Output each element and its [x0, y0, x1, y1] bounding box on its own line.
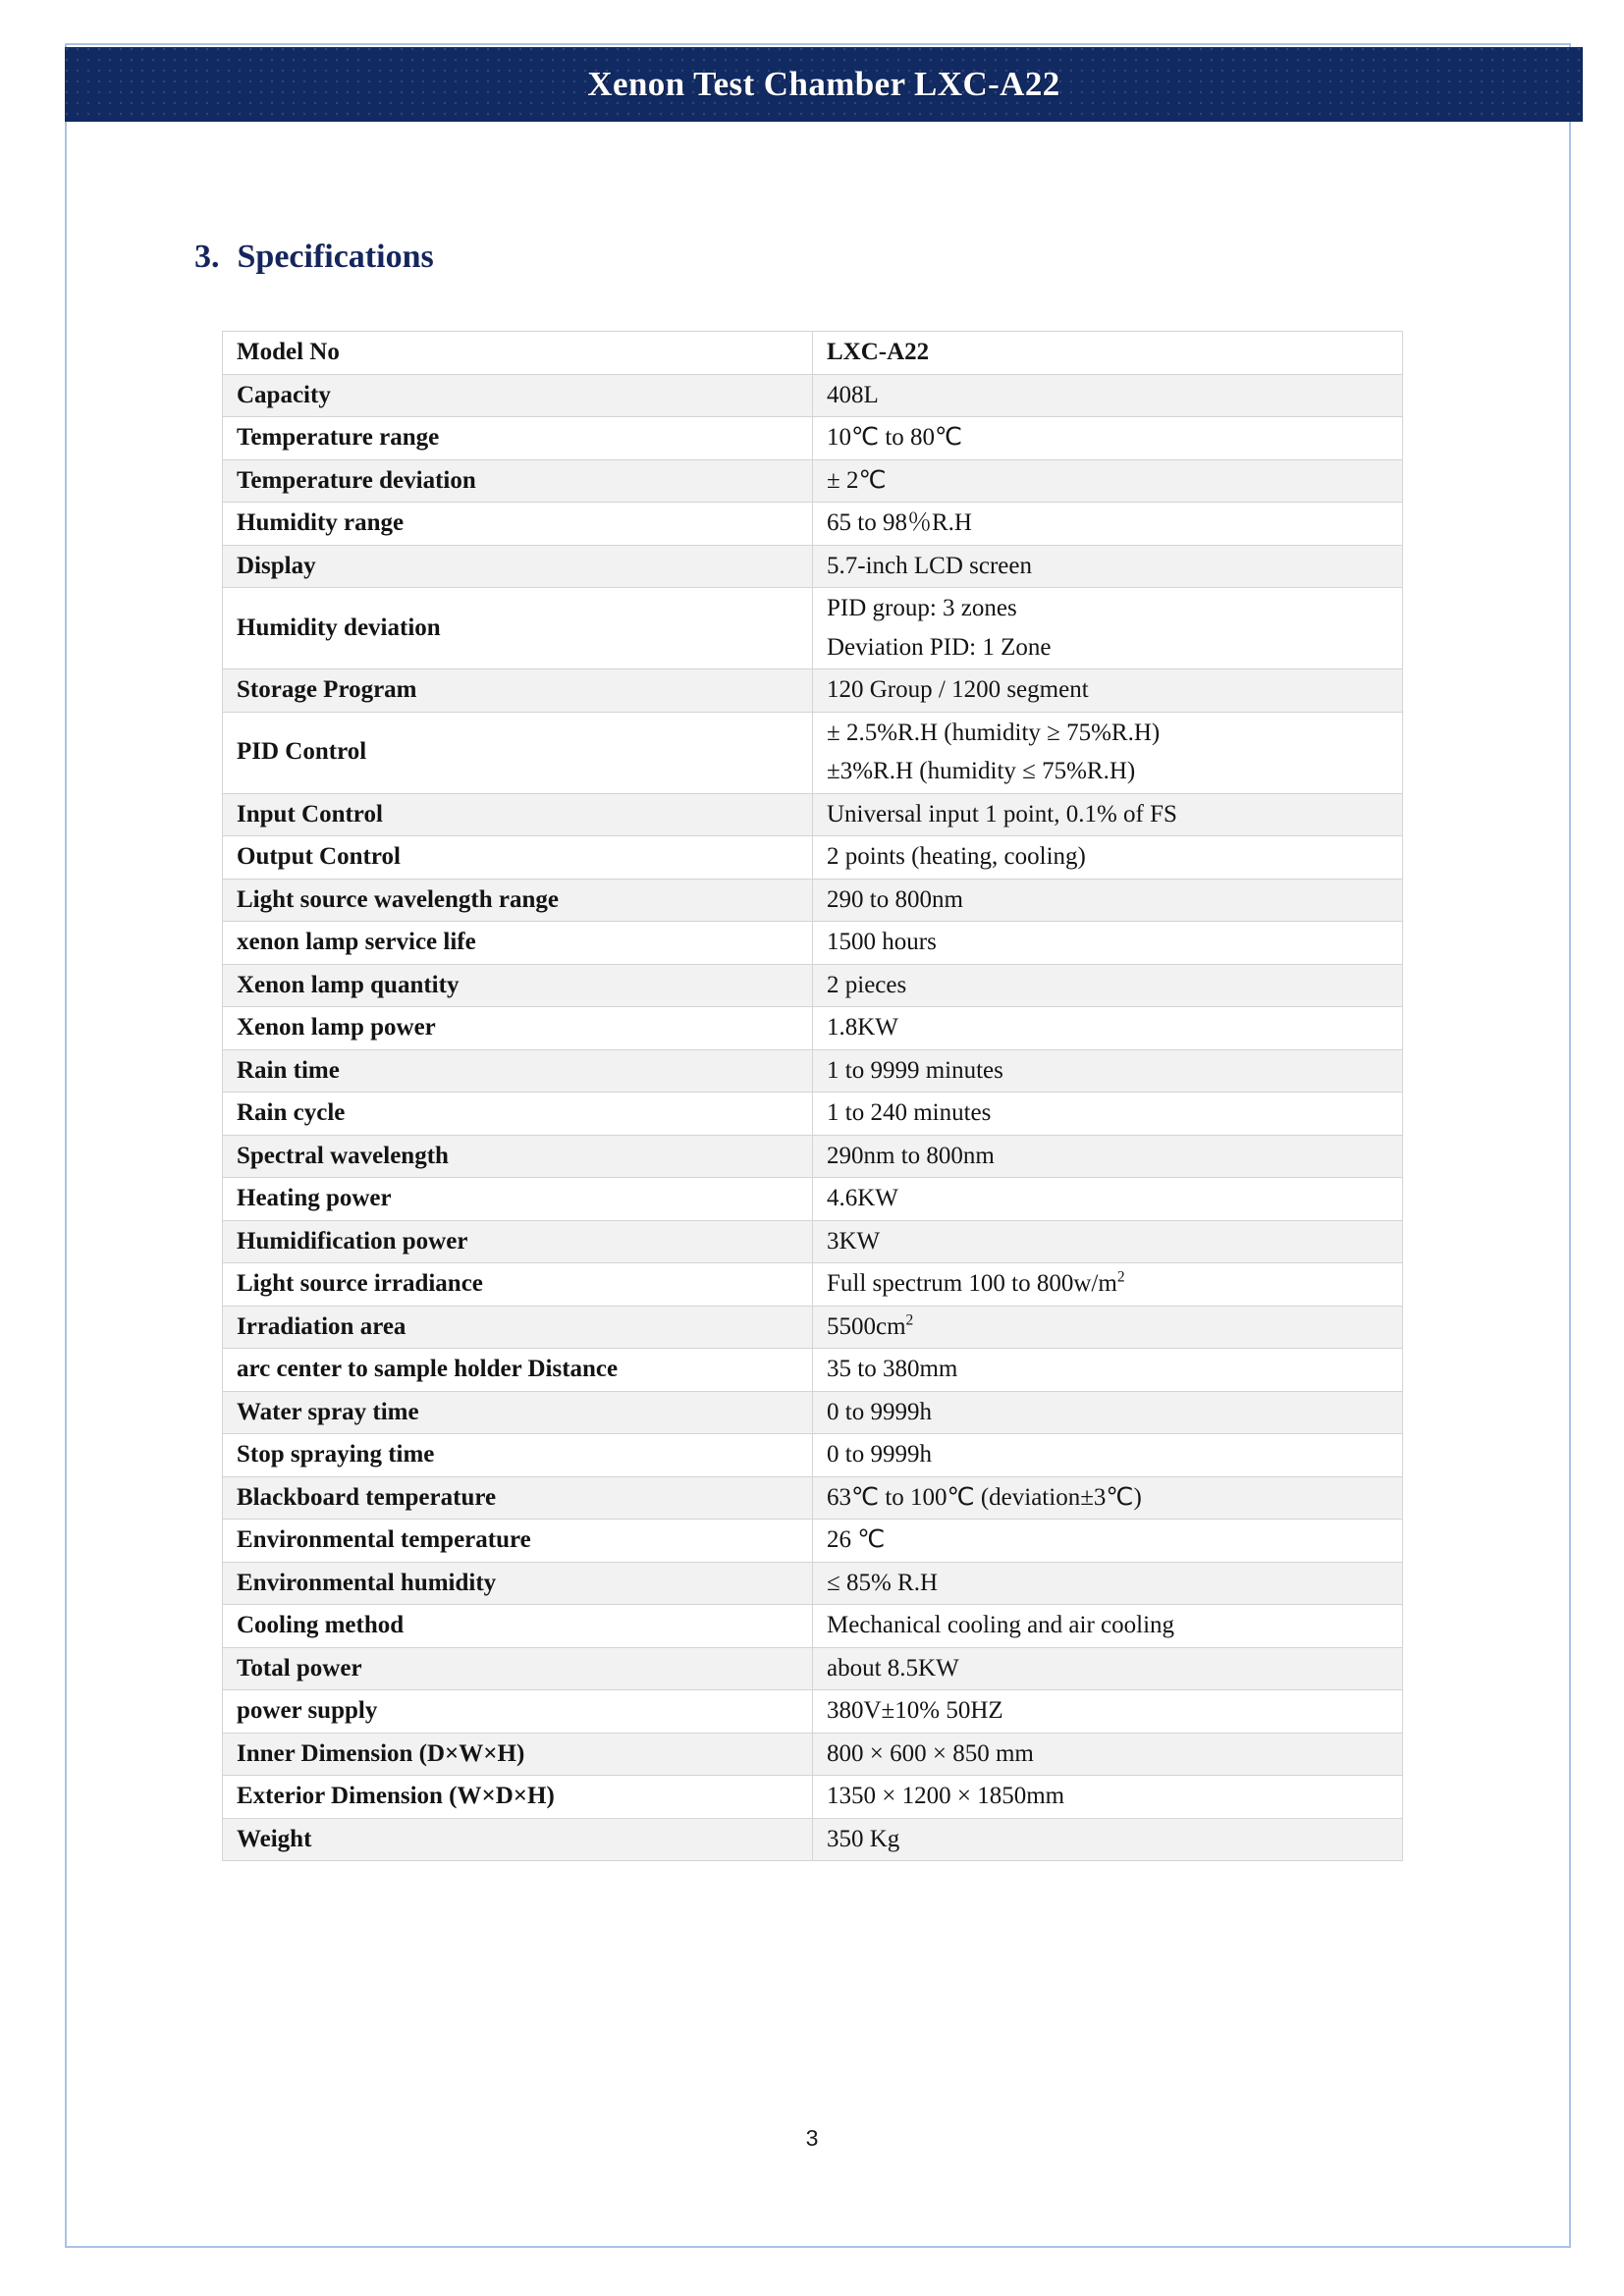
table-row [223, 503, 1403, 546]
spec-value-cell [813, 1818, 1403, 1861]
spec-label-cell: Humidity deviation [223, 588, 813, 669]
table-row [223, 1391, 1403, 1434]
spec-value-line: 800 × 600 × 850 mm [827, 1739, 1034, 1767]
spec-label-cell: Water spray time [223, 1391, 813, 1434]
table-row [223, 1007, 1403, 1050]
page-title: Specifications [237, 239, 434, 275]
spec-label-cell: Input Control [223, 793, 813, 836]
spec-value-cell [813, 417, 1403, 460]
table-row [223, 1733, 1403, 1776]
spec-value-cell [813, 1093, 1403, 1136]
spec-label-cell: Stop spraying time [223, 1434, 813, 1477]
spec-value-line: 1.8KW [827, 1014, 898, 1041]
spec-value-cell [813, 1733, 1403, 1776]
table-row [223, 1476, 1403, 1520]
spec-value-line: Full spectrum 100 to $800w/m^2$ [827, 1268, 1125, 1297]
spec-label-cell: Xenon lamp quantity [223, 964, 813, 1007]
spec-value-line: 380V±10% 50HZ [827, 1697, 1003, 1724]
spec-value-cell [813, 1135, 1403, 1178]
table-row [223, 793, 1403, 836]
spec-value-line: 10℃ to 80℃ [827, 424, 963, 451]
spec-label-cell: Inner Dimension (D×W×H) [223, 1733, 813, 1776]
spec-label-cell: power supply [223, 1690, 813, 1734]
table-row [223, 836, 1403, 880]
table-row [223, 1520, 1403, 1563]
spec-value-line: 2 pieces [827, 971, 907, 998]
spec-label-cell: Rain time [223, 1049, 813, 1093]
spec-value-cell [813, 1263, 1403, 1307]
spec-value-line: 2 points (heating, cooling) [827, 843, 1086, 870]
spec-label-cell: Temperature deviation [223, 459, 813, 503]
spec-value-cell [813, 1647, 1403, 1690]
section-heading [194, 239, 434, 276]
spec-label-cell: Environmental humidity [223, 1562, 813, 1605]
spec-value-line: Deviation PID: 1 Zone [827, 633, 1052, 661]
spec-value-cell [813, 1306, 1403, 1349]
spec-label-cell: Weight [223, 1818, 813, 1861]
spec-label-cell: Rain cycle [223, 1093, 813, 1136]
table-row [223, 964, 1403, 1007]
spec-value-cell [813, 1476, 1403, 1520]
spec-value-cell [813, 712, 1403, 793]
spec-label-cell: Blackboard temperature [223, 1476, 813, 1520]
table-row [223, 1178, 1403, 1221]
spec-value-line: 0 to 9999h [827, 1398, 932, 1425]
spec-label-cell: Display [223, 545, 813, 588]
table-row [223, 1049, 1403, 1093]
spec-value-cell [813, 374, 1403, 417]
table-row [223, 1562, 1403, 1605]
spec-value-cell [813, 1690, 1403, 1734]
spec-label-cell: PID Control [223, 712, 813, 793]
spec-value-cell [813, 836, 1403, 880]
spec-label-cell: Light source irradiance [223, 1263, 813, 1307]
spec-label-cell: Xenon lamp power [223, 1007, 813, 1050]
table-row [223, 1135, 1403, 1178]
spec-value-line: 290nm to 800nm [827, 1142, 995, 1169]
table-row [223, 332, 1403, 375]
spec-value-cell [813, 1178, 1403, 1221]
spec-value-line: Universal input 1 point, 0.1% of FS [827, 800, 1177, 828]
spec-label-cell: Model No [223, 332, 813, 375]
spec-value-cell [813, 1776, 1403, 1819]
spec-value-cell [813, 1007, 1403, 1050]
spec-value-line: 4.6KW [827, 1185, 898, 1211]
specifications-table [222, 331, 1403, 1861]
spec-value-line: ≤ 85% R.H [827, 1569, 939, 1596]
spec-value-line: LXC-A22 [827, 339, 930, 365]
spec-value-cell [813, 793, 1403, 836]
document-header-banner [65, 47, 1583, 122]
table-row [223, 1647, 1403, 1690]
table-row [223, 1605, 1403, 1648]
table-row [223, 1349, 1403, 1392]
spec-value-line: 3KW [827, 1227, 881, 1255]
spec-value-line: PID group: 3 zones [827, 595, 1017, 621]
spec-value-cell [813, 1562, 1403, 1605]
spec-label-cell: Temperature range [223, 417, 813, 460]
table-row [223, 417, 1403, 460]
spec-value-line: ± 2.5%R.H (humidity ≥ 75%R.H) [827, 719, 1161, 746]
table-row [223, 1306, 1403, 1349]
spec-value-line: 65 to 98％R.H [827, 509, 972, 536]
spec-value-cell [813, 588, 1403, 669]
table-row [223, 1434, 1403, 1477]
spec-label-cell: xenon lamp service life [223, 922, 813, 965]
spec-value-line: ± 2℃ [827, 466, 887, 494]
superscript: 2 [905, 1311, 914, 1329]
spec-value-cell [813, 1049, 1403, 1093]
table-row [223, 1776, 1403, 1819]
spec-value-line: 35 to 380mm [827, 1356, 958, 1382]
spec-value-line: 26 ℃ [827, 1526, 886, 1553]
spec-value-line: 408L [827, 381, 879, 408]
table-row [223, 712, 1403, 793]
spec-label-cell: Environmental temperature [223, 1520, 813, 1563]
spec-value-line: 120 Group / 1200 segment [827, 676, 1089, 703]
spec-value-line: 63℃ to 100℃ (deviation±3℃) [827, 1483, 1142, 1511]
spec-value-cell [813, 1349, 1403, 1392]
table-row [223, 588, 1403, 669]
table-row [223, 669, 1403, 713]
spec-label-cell: Humidification power [223, 1220, 813, 1263]
spec-value-cell [813, 1605, 1403, 1648]
spec-value-cell [813, 1391, 1403, 1434]
spec-value-line: about 8.5KW [827, 1654, 959, 1682]
spec-value-line: 0 to 9999h [827, 1441, 932, 1468]
spec-value-line: 350 Kg [827, 1825, 900, 1852]
table-row [223, 1220, 1403, 1263]
spec-label-cell: Capacity [223, 374, 813, 417]
spec-value-line: ±3%R.H (humidity ≤ 75%R.H) [827, 758, 1136, 784]
table-row [223, 545, 1403, 588]
spec-label-cell: Storage Program [223, 669, 813, 713]
spec-value-line: Mechanical cooling and air cooling [827, 1612, 1175, 1638]
spec-label-cell: Output Control [223, 836, 813, 880]
spec-value-cell [813, 459, 1403, 503]
spec-value-cell [813, 879, 1403, 922]
spec-value-line: 5.7-inch LCD screen [827, 552, 1032, 579]
spec-value-line: 1 to 9999 minutes [827, 1056, 1003, 1084]
table-row [223, 1093, 1403, 1136]
spec-label-cell: Heating power [223, 1178, 813, 1221]
specifications-table-body [223, 332, 1403, 1861]
table-row [223, 374, 1403, 417]
table-row [223, 1818, 1403, 1861]
spec-label-cell: Spectral wavelength [223, 1135, 813, 1178]
spec-label-cell: Exterior Dimension (W×D×H) [223, 1776, 813, 1819]
document-title: Xenon Test Chamber LXC-A22 [587, 65, 1060, 103]
table-row [223, 459, 1403, 503]
spec-value-line: $5500cm^2$ [827, 1311, 914, 1340]
table-row [223, 922, 1403, 965]
spec-value-cell [813, 503, 1403, 546]
spec-value-cell [813, 669, 1403, 713]
spec-label-cell: Humidity range [223, 503, 813, 546]
spec-label-cell: Total power [223, 1647, 813, 1690]
footer-page-number: 3 [805, 2125, 819, 2151]
superscript: 2 [1116, 1268, 1125, 1286]
spec-value-cell [813, 922, 1403, 965]
spec-label-cell: Light source wavelength range [223, 879, 813, 922]
spec-value-cell [813, 964, 1403, 1007]
spec-value-cell [813, 1520, 1403, 1563]
spec-value-cell [813, 1434, 1403, 1477]
section-number: 3. [194, 239, 220, 275]
spec-value-line: 1350 × 1200 × 1850mm [827, 1783, 1065, 1809]
spec-value-line: 1500 hours [827, 929, 937, 955]
spec-label-cell: Cooling method [223, 1605, 813, 1648]
spec-value-cell [813, 1220, 1403, 1263]
spec-value-line: 1 to 240 minutes [827, 1099, 992, 1126]
spec-label-cell: Irradiation area [223, 1306, 813, 1349]
spec-label-cell: arc center to sample holder Distance [223, 1349, 813, 1392]
table-row [223, 1690, 1403, 1734]
table-row [223, 879, 1403, 922]
table-row [223, 1263, 1403, 1307]
spec-value-cell [813, 545, 1403, 588]
spec-value-line: 290 to 800nm [827, 885, 963, 913]
spec-value-cell [813, 332, 1403, 375]
